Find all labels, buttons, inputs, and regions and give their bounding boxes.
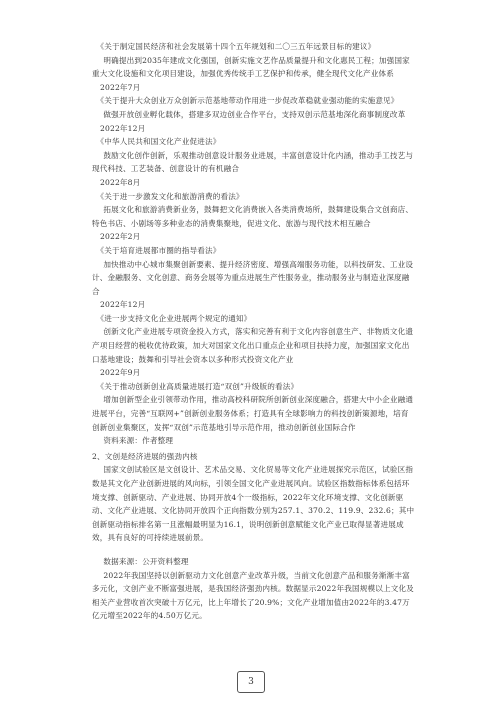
paragraph: 数据来源：公开资料整理	[103, 556, 189, 566]
document-body	[92, 40, 416, 623]
document-title: 《关于提升大众创业万众创新示范基地带动作用进一步促改革稳就业强动能的实施意见》	[96, 96, 399, 106]
paragraph: 加快推动中心城市集聚创新要素、提升经济密度、增强高端服务功能，以科技研发、工业设计、金融服务、文化创意、商务会展等为重点进展生产性服务业，推动服务业与制造业深度融合	[92, 259, 414, 296]
date-line: 2022年2月	[100, 232, 141, 242]
paragraph: 做强开放创业孵化载体，搭建多双边创业合作平台，支持双创示范基地深化商事制度改革	[103, 109, 406, 119]
paragraph: 鼓励文化创作创新，乐观推动创意设计服务业进展，丰富创意设计化内涵，推动手工技艺与现代科技、工艺装备、创意设计的有机融合	[92, 150, 414, 174]
date-line: 2022年7月	[100, 82, 141, 92]
document-title: 《关于进一步激发文化和旅游消费的看法》	[96, 191, 244, 201]
paragraph: 资料来源：作者整理	[103, 436, 174, 446]
date-line: 2022年8月	[100, 177, 141, 187]
date-line: 2022年9月	[100, 368, 141, 378]
paragraph: 2022年我国坚持以创新驱动力文化创意产业改革升级，当前文化创意产品和服务渐渐丰富多元化，文创产业不断富强进展，是我国经济强劲内核。数据显示2022年我国规模以上文化及相关产业营收首次突破十万亿元，比上年增长了20.9%；文化产业增加值由2022年的3.47万亿元增至2022年的4.50万亿元。	[92, 570, 414, 621]
document-title: 《关于培育进展都市圈的指导看法》	[96, 245, 221, 255]
paragraph: 国家文创试验区是文创设计、艺术品交易、文化贸易等文化产业进展探究示范区，试验区指数是其文化产业创新进展的风向标，引领全国文化产业进展风向。试验区指数指标体系包括环境支撑、创新驱动、产业进展、协同开放4个一级指标，2022年文化环境支撑、文化创新驱动、文化产业进展、文化协同开放四个正向指数分别为257.1、370.2、119.9、232.6；其中创新驱动指标排名第一且涨幅最明显为16.1，说明创新创意赋能文化产业已取得显著进展成效，具有良好的可持续进展前景。	[92, 465, 415, 543]
paragraph: 拓展文化和旅游消费新业务，鼓舞把文化消费嵌入各类消费场所，鼓舞建设集合文创商店、特色书店、小剧场等多种业态的消费集聚地，促进文化、旅游与现代技术相互融合	[92, 205, 414, 228]
date-line: 2022年12月	[100, 300, 146, 310]
document-title: 《中华人民共和国文化产业促进法》	[96, 137, 221, 147]
spacer	[92, 545, 416, 555]
paragraph: 增加创新型企业引领带动作用，推动高校科研院所创新创业深度融合，搭建大中小企业融通进展平台，完善“互联网+”创新创业服务体系；打造具有全球影响力的科技创新策源地，培育创新创业集聚区，发挥“双创”示范基地引导示范作用，推动创新创业国际合作	[92, 395, 414, 432]
section-heading: 2、文创是经济进展的强劲内核	[92, 451, 198, 461]
paragraph: 明确提出到2035年建成文化强国，创新实施文艺作品质量提升和文化惠民工程；加强国家重大文化设施和文化项目建设，加强优秀传统手工艺保护和传承，健全现代文化产业体系	[92, 55, 410, 79]
page-number: 3	[237, 671, 265, 693]
date-line: 2022年12月	[100, 123, 146, 133]
document-title: 《关于制定国民经济和社会发展第十四个五年规划和二〇三五年远景目标的建议》	[96, 42, 376, 51]
paragraph: 创新文化产业进展专项资金投入方式，落实和完善有利于文化内容创意生产、非物质文化遗产项目经营的税收优待政策，加大对国家文化出口重点企业和项目扶持力度，加强国家文化出口基地建设；鼓舞和引导社会资本以多种形式投资文化产业	[92, 327, 414, 364]
document-title: 《关于推动创新创业高质量进展打造“双创”升级版的看法》	[96, 381, 299, 391]
document-title: 《进一步支持文化企业进展两个规定的通知》	[96, 313, 252, 323]
